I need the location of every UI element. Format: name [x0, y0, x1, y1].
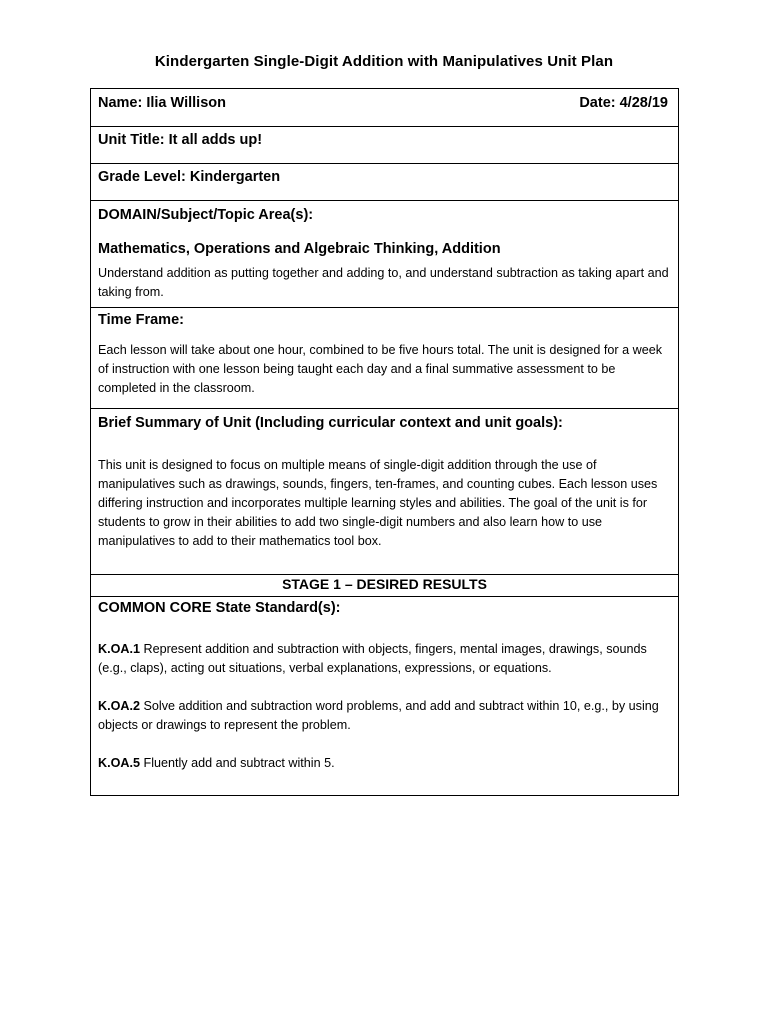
summary-description: This unit is designed to focus on multiple means of single-digit addition through the use of manipulatives such as drawings, sounds, fingers, ten-frames, and counting cubes. Each lesson uses differing instruction and incorporates multiple learning styles and abilities. The goal of the unit is for students to grow in their abilities to add two single-digit numbers and also learn how to use manipulatives to add to their mathematics tool box. [98, 458, 658, 548]
domain-subheading: Mathematics, Operations and Algebraic Thinking, Addition [98, 241, 501, 257]
standard-code: K.OA.1 [98, 642, 140, 656]
standard-item [98, 697, 673, 735]
standard-item [98, 754, 673, 773]
teacher-name: Name: Ilia Willison [98, 95, 226, 111]
standard-item [98, 640, 673, 678]
page-title: Kindergarten Single-Digit Addition with Manipulatives Unit Plan [154, 53, 614, 70]
plan-date: Date: 4/28/19 [579, 95, 668, 111]
time-frame-row [91, 308, 678, 409]
time-frame-heading: Time Frame: [98, 312, 184, 328]
domain-description: Understand addition as putting together and adding to, and understand subtraction as taking apart and taking from. [98, 266, 669, 299]
stage1-title: STAGE 1 – DESIRED RESULTS [282, 576, 487, 592]
stage1-title-row [91, 575, 678, 597]
grade-level-row [91, 164, 678, 201]
unit-title-row [91, 127, 678, 164]
standard-code: K.OA.5 [98, 756, 140, 770]
standards-row [91, 597, 678, 795]
summary-row [91, 409, 678, 575]
name-date-row [91, 89, 678, 127]
unit-title: Unit Title: It all adds up! [98, 132, 263, 148]
domain-heading: DOMAIN/Subject/Topic Area(s): [98, 207, 314, 223]
time-frame-description: Each lesson will take about one hour, combined to be five hours total. The unit is designed for a week of instruction with one lesson being taught each day and a final summative assessment to be completed in the classroom. [98, 343, 663, 395]
summary-heading: Brief Summary of Unit (Including curricular context and unit goals): [98, 415, 563, 431]
grade-level: Grade Level: Kindergarten [98, 169, 281, 185]
standard-text: Represent addition and subtraction with objects, fingers, mental images, drawings, sounds (e.g., claps), acting out situations, verbal explanations, expressions, or equations. [98, 642, 647, 675]
domain-row [91, 201, 678, 308]
standard-text: Fluently add and subtract within 5. [140, 756, 335, 770]
standard-code: K.OA.2 [98, 699, 140, 713]
standards-heading: COMMON CORE State Standard(s): [98, 600, 341, 616]
unit-plan-table [90, 88, 679, 796]
standard-text: Solve addition and subtraction word problems, and add and subtract within 10, e.g., by using objects or drawings to represent the problem. [98, 699, 659, 732]
